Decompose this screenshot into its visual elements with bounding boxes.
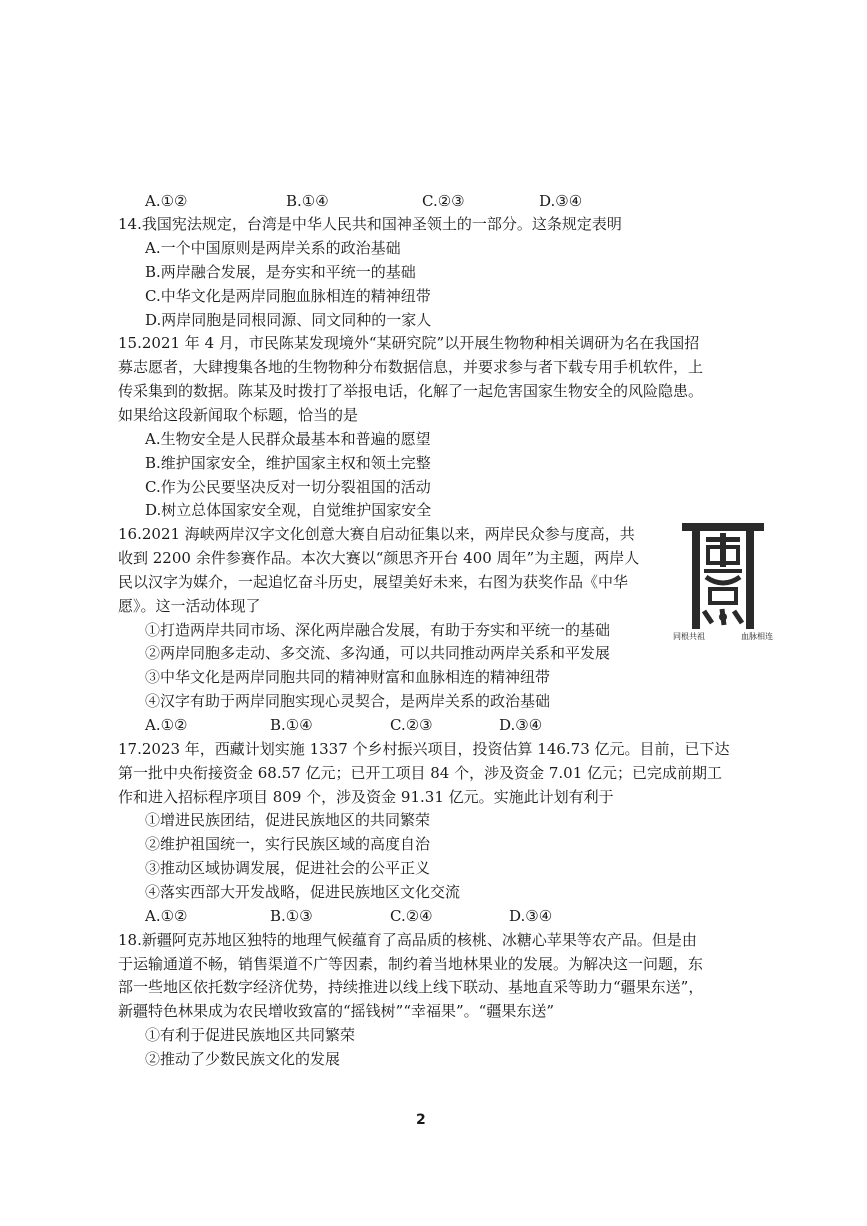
caption-right: 血脉相连	[741, 632, 773, 641]
q13-option-c: C.②③	[422, 192, 465, 210]
q15-stem-line-1: 15.2021 年 4 月，市民陈某发现境外“某研究院”以开展生物物种相关调研为名在我国招	[118, 334, 700, 352]
q17-stem-line-1: 17.2023 年，西藏计划实施 1337 个乡村振兴项目，投资估算 146.73 亿元。目前，已下达	[118, 740, 730, 758]
q16-option-a: A.①②	[145, 716, 188, 734]
q15-stem-line-4: 如果给这段新闻取个标题，恰当的是	[118, 406, 359, 424]
q15-option-c: C.作为公民要坚决反对一切分裂祖国的活动	[145, 478, 431, 496]
q16-stem-line-1: 16.2021 海峡两岸汉字文化创意大赛自启动征集以来，两岸民众参与度高，共	[118, 525, 635, 543]
q16-option-c: C.②③	[390, 716, 433, 734]
q17-item-2: ②维护祖国统一，实行民族区域的高度自治	[145, 835, 431, 853]
q15-option-a: A.生物安全是人民群众最基本和普遍的愿望	[145, 430, 431, 448]
q16-item-2: ②两岸同胞多走动、多交流、多沟通，可以共同推动两岸关系和平发展	[145, 644, 611, 662]
q16-option-b: B.①④	[270, 716, 313, 734]
q18-stem-line-1: 18.新疆阿克苏地区独特的地理气候蕴育了高品质的核桃、冰糖心苹果等农产品。但是由	[118, 931, 697, 949]
award-artwork-image	[676, 519, 770, 641]
q16-stem-line-3: 民以汉字为媒介，一起追忆奋斗历史，展望美好未来，右图为获奖作品《中华	[118, 573, 629, 591]
q17-item-3: ③推动区域协调发展，促进社会的公平正义	[145, 859, 431, 877]
q13-option-b: B.①④	[286, 192, 329, 210]
q18-item-1: ①有利于促进民族地区共同繁荣	[145, 1026, 356, 1044]
page-number: 2	[416, 1112, 426, 1128]
q13-option-d: D.③④	[539, 192, 583, 210]
q18-stem-line-2: 于运输通道不畅，销售渠道不广等因素，制约着当地林果业的发展。为解决这一问题，东	[118, 955, 704, 973]
q17-option-c: C.②④	[390, 907, 433, 925]
q15-stem-line-3: 传采集到的数据。陈某及时拨打了举报电话，化解了一起危害国家生物安全的风险隐患。	[118, 382, 704, 400]
q18-stem-line-3: 部一些地区依托数字经济优势，持续推进以线上线下联动、基地直采等助力“疆果东送”，	[118, 978, 704, 996]
q16-stem-line-4: 愿》。这一活动体现了	[118, 597, 261, 615]
q17-option-b: B.①③	[270, 907, 313, 925]
q17-item-4: ④落实西部大开发战略，促进民族地区文化交流	[145, 883, 461, 901]
q14-stem: 14.我国宪法规定，台湾是中华人民共和国神圣领土的一部分。这条规定表明	[118, 215, 622, 233]
q15-stem-line-2: 募志愿者，大肆搜集各地的生物物种分布数据信息，并要求参与者下载专用手机软件，上	[118, 358, 704, 376]
q17-option-a: A.①②	[145, 907, 188, 925]
q17-stem-line-2: 第一批中央衔接资金 68.57 亿元；已开工项目 84 个，涉及资金 7.01 亿元；已完成前期工	[118, 764, 723, 782]
q14-option-b: B.两岸融合发展，是夯实和平统一的基础	[145, 263, 416, 281]
q17-option-d: D.③④	[509, 907, 553, 925]
q16-item-3: ③中华文化是两岸同胞共同的精神财富和血脉相连的精神纽带	[145, 668, 551, 686]
caption-left: 同根共祖	[673, 632, 705, 641]
q14-option-a: A.一个中国原则是两岸关系的政治基础	[145, 239, 401, 257]
q13-option-a: A.①②	[145, 192, 188, 210]
q16-item-1: ①打造两岸共同市场、深化两岸融合发展，有助于夯实和平统一的基础	[145, 621, 611, 639]
q15-option-b: B.维护国家安全，维护国家主权和领土完整	[145, 454, 431, 472]
q15-option-d: D.树立总体国家安全观，自觉维护国家安全	[145, 501, 432, 519]
q16-item-4: ④汉字有助于两岸同胞实现心灵契合，是两岸关系的政治基础	[145, 692, 551, 710]
q16-stem-line-2: 收到 2200 余件参赛作品。本次大赛以“颜思齐开台 400 周年”为主题，两岸人	[118, 549, 640, 567]
q14-option-d: D.两岸同胞是同根同源、同文同种的一家人	[145, 311, 432, 329]
artwork-caption	[673, 632, 773, 642]
q17-item-1: ①增进民族团结，促进民族地区的共同繁荣	[145, 811, 431, 829]
q17-stem-line-3: 作和进入招标程序项目 809 个，涉及资金 91.31 亿元。实施此计划有利于	[118, 788, 614, 806]
q16-option-d: D.③④	[499, 716, 543, 734]
q18-stem-line-4: 新疆特色林果成为农民增收致富的“摇钱树”“幸福果”。“疆果东送”	[118, 1002, 555, 1020]
q14-option-c: C.中华文化是两岸同胞血脉相连的精神纽带	[145, 287, 431, 305]
q18-item-2: ②推动了少数民族文化的发展	[145, 1050, 341, 1068]
